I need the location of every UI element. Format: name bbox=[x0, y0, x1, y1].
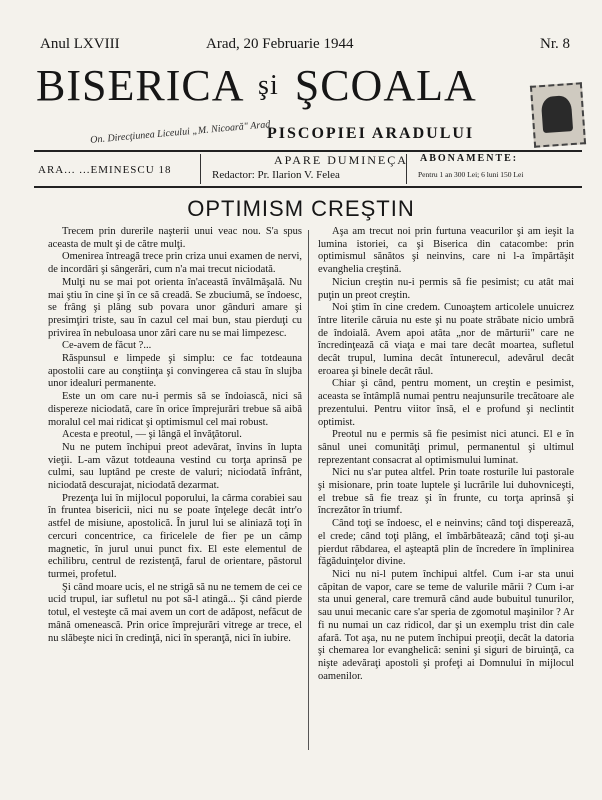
title-left: BISERICA bbox=[36, 61, 243, 110]
subscription-prices: Pentru 1 an 300 Lei; 6 luni 150 Lei bbox=[418, 170, 524, 179]
issue-info-line bbox=[40, 36, 578, 56]
paragraph: Când toţi se îndoesc, el e neinvins; când toţi disperează, el crede; când toţi plâng, el îmbărbătează; când toţi şi-au pierdut răbdarea, el aşteaptă plin de încredere în împlinirea făgăduinţelor divine. bbox=[318, 518, 574, 568]
paragraph: Preotul nu e permis să fie pesimist nici atunci. El e în sânul unei comunităţi primul, permanentul şi ultimul reprezentant consacrat al optimismului luminat. bbox=[318, 429, 574, 466]
masthead bbox=[36, 60, 586, 120]
column-divider bbox=[308, 230, 309, 750]
article-title: OPTIMISM CREŞTIN bbox=[187, 196, 415, 221]
volume-label: Anul LXVIII bbox=[40, 36, 120, 52]
paragraph: Nici nu s'ar putea altfel. Prin toate rosturile lui pastorale şi misionare, prin toate luptele şi lucrările lui duhovniceşti, el trebue să fie treaz şi în frunte, cu torţa aprinsă şi încrezător în triumf. bbox=[318, 467, 574, 517]
paragraph: Este un om care nu-i permis să se îndoiască, nici să dispereze niciodată, care în orice împrejurări trebue să aibă moralul cel mai ridicat şi optimismul cel mai robust. bbox=[48, 391, 302, 428]
paragraph: Prezenţa lui în mijlocul poporului, la cârma corabiei sau în fruntea bisericii, nici nu se poate înţelege decât intr'o astfel de misiune, apostolică. În jurul lui se aliniază toţi în cercuri concentrice, ca firicelele de fier pe un câmp magnetic, în jurul unui punct fix. El este elementul de echilibru, centrul de rezistenţă, farul de orientare, păstorul turmei, profetul. bbox=[48, 492, 302, 580]
paragraph: Noi ştim în cine credem. Cunoaştem articolele unuicrez între literile căruia nu este şi nu poate străbate nicio umbră de îndoială. Avem apoi atâta „nor de mărturii" care ne încredinţează că viaţa e mai tare decât moartea, sufletul decât trupul, lumina decât întunerecul, adevărul decât eroarea şi binele decât răul. bbox=[318, 302, 574, 377]
subscription-title: ABONAMENTE: bbox=[420, 153, 519, 164]
postage-stamp-icon bbox=[530, 82, 586, 147]
paragraph: Nici nu ni-l putem închipui altfel. Cum i-ar sta unui căpitan de vapor, care se teme de valurile mării ? Cum i-ar sta unui general, care tremură când aude bubuitul tunurilor, sau unui mecanic care s'ar speria de zgomotul maşinilor ? Ar fi nu numai un caz ridicol, dar şi un exemplu trist din cale afară. Tot aşa, nu ne putem închipui preoţii, decât la datoria şi chemarea lor evanghelică: senini şi siguri de biruinţă, ca nişte adevăraţi apostoli şi profeţi ai Domnului în mijlocul oamenilor. bbox=[318, 568, 574, 682]
paragraph: Nu ne putem închipui preot adevărat, învins în lupta vieţii. L-am văzut totdeauna vestind cu torţa aprinsă pe culmi, sau luptând pe creste de valuri; niciodată înfrânt, niciodată descurajat, niciodată dezarmat. bbox=[48, 441, 302, 492]
info-bar bbox=[34, 150, 582, 188]
editor-name: Redactor: Pr. Ilarion V. Felea bbox=[212, 169, 340, 181]
issue-date: Arad, 20 Februarie 1944 bbox=[206, 36, 354, 52]
paragraph: Ce-avem de făcut ?... bbox=[62, 340, 152, 352]
paragraph: Şi când moare ucis, el ne strigă să nu ne temem de cei ce ucid trupul, iar sufletul nu pot să-l atingă... Şi când pierde totul, el vesteşte că mai avem un cort de adăpost, nefăcut de mână omenească. Prin orice împrejurări vitrege ar trece, el nu slăbeşte nici în credinţă, nici în speranţă, nici în iubire. bbox=[48, 581, 302, 644]
paragraph: Omenirea întreagă trece prin criza unui examen de nervi, de incordări şi sângerări, cum n'a mai trecut niciodată. bbox=[48, 251, 302, 276]
newspaper-title bbox=[36, 60, 477, 111]
paragraph: Mulţi nu se mai pot orienta în'această învălmăşală. Nu mai ştiu în cine şi în ce să creadă. Se zbuciumă, se îndoesc, se frâng şi plâng sub povara unor gânduri amare şi presimţiri triste, sau în cazul cel mai bun, stau pierduţi cu privirea în nebuloasa unor zări care nu se mai limpezesc. bbox=[48, 276, 302, 339]
editorial-address: ARA... ...EMINESCU 18 bbox=[38, 164, 172, 176]
title-right: ŞCOALA bbox=[294, 61, 477, 110]
paragraph: Aşa am trecut noi prin furtuna veacurilor şi am ieşit la lumina istoriei, ca şi Biserica din catacombe: prin optimismul sănătos şi neinvins, care ni l-a împărtăşit evanghelia creştină. bbox=[318, 226, 574, 276]
recipient-stamp: On. Direcţiunea Liceului „M. Nicoară" Arad bbox=[89, 119, 271, 146]
publication-frequency: APARE DUMINEÇA bbox=[274, 153, 408, 167]
title-conjunction: şi bbox=[258, 70, 279, 101]
article-column-right bbox=[318, 226, 574, 683]
info-divider bbox=[200, 154, 201, 184]
newspaper-subtitle: PISCOPIEI ARADULUI bbox=[267, 125, 475, 142]
paragraph: Chiar şi când, pentru moment, un creştin e pesimist, aceasta se întâmplă numai pentru neajunsurile trecătoare ale prezentului. Pentru viitor însă, el e profund şi neclintit optimist. bbox=[318, 378, 574, 428]
issue-number: Nr. 8 bbox=[540, 36, 570, 52]
paragraph: Acesta e preotul, — şi lângă el învăţătorul. bbox=[62, 429, 242, 441]
article-column-left bbox=[48, 226, 302, 645]
info-divider bbox=[406, 154, 407, 184]
paragraph: Răspunsul e limpede şi simplu: ce fac totdeauna apostolii care au conştiinţa şi convingerea că stau în slujba unor idealuri permanente. bbox=[48, 353, 302, 390]
paragraph: Niciun creştin nu-i permis să fie pesimist; cu atât mai puţin un preot creştin. bbox=[318, 276, 574, 301]
paragraph: Trecem prin durerile naşterii unui veac nou. S'a spus aceasta de mult şi de către mulţi. bbox=[48, 226, 302, 250]
